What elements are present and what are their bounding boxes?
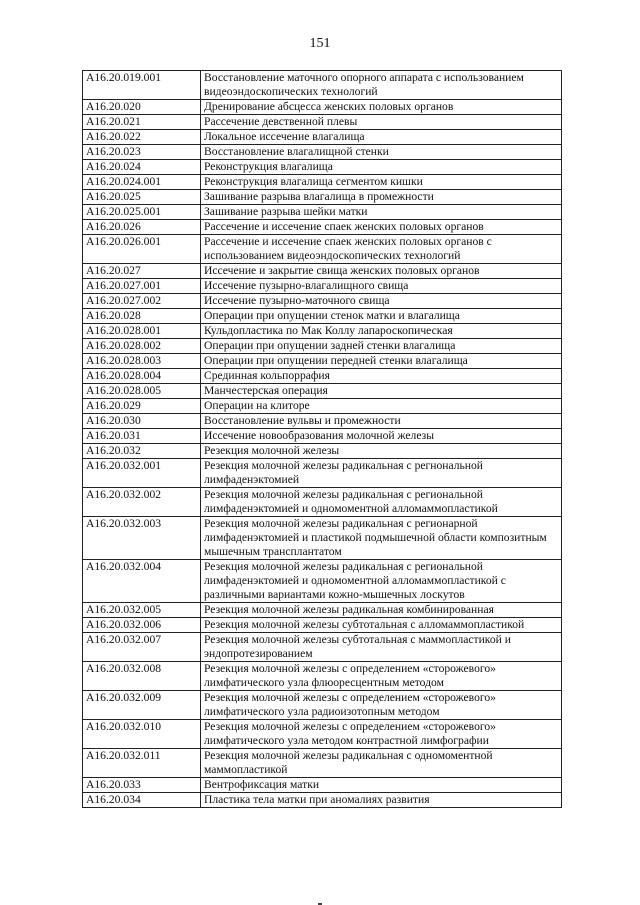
procedure-code: A16.20.027.002 (83, 294, 201, 309)
procedure-code: A16.20.024 (83, 160, 201, 175)
table-row (83, 488, 562, 517)
procedure-name: Зашивание разрыва шейки матки (201, 205, 562, 220)
procedure-code: A16.20.024.001 (83, 175, 201, 190)
table-row (83, 399, 562, 414)
table-row (83, 444, 562, 459)
table-row (83, 354, 562, 369)
table-row (83, 517, 562, 560)
table-row (83, 235, 562, 264)
procedure-code: A16.20.028.003 (83, 354, 201, 369)
table-row (83, 145, 562, 160)
procedure-name: Резекция молочной железы радикальная с региональной лимфаденэктомией и одномоментной алломаммопластикой (201, 488, 562, 517)
procedure-code: A16.20.022 (83, 130, 201, 145)
procedure-codes-body (83, 71, 562, 808)
procedure-name: Резекция молочной железы с определением «сторожевого» лимфатического узла методом контрастной лимфографии (201, 720, 562, 749)
table-row (83, 414, 562, 429)
procedure-code: A16.20.026 (83, 220, 201, 235)
table-row (83, 264, 562, 279)
procedure-name: Иссечение новообразования молочной железы (201, 429, 562, 444)
table-row (83, 309, 562, 324)
procedure-code: A16.20.032 (83, 444, 201, 459)
procedure-name: Восстановление вульвы и промежности (201, 414, 562, 429)
table-row (83, 618, 562, 633)
procedure-code: A16.20.032.006 (83, 618, 201, 633)
procedure-name: Резекция молочной железы субтотальная с алломаммопластикой (201, 618, 562, 633)
procedure-name: Резекция молочной железы субтотальная с маммопластикой и эндопротезированием (201, 633, 562, 662)
procedure-name: Иссечение пузырно-влагалищного свища (201, 279, 562, 294)
procedure-name: Манчестерская операция (201, 384, 562, 399)
procedure-code: A16.20.028.004 (83, 369, 201, 384)
procedure-name: Восстановление влагалищной стенки (201, 145, 562, 160)
table-row (83, 130, 562, 145)
table-row (83, 175, 562, 190)
procedure-code: A16.20.028.005 (83, 384, 201, 399)
procedure-name: Резекция молочной железы радикальная с одномоментной маммопластикой (201, 749, 562, 778)
procedure-code: A16.20.034 (83, 793, 201, 808)
procedure-name: Рассечение и иссечение спаек женских половых органов (201, 220, 562, 235)
procedure-code: A16.20.028.001 (83, 324, 201, 339)
procedure-code: A16.20.033 (83, 778, 201, 793)
procedure-name: Резекция молочной железы радикальная с регионарной лимфаденэктомией и пластикой подмышечной области композитным мышечным трансплантатом (201, 517, 562, 560)
table-row (83, 691, 562, 720)
procedure-name: Локальное иссечение влагалища (201, 130, 562, 145)
procedure-name: Резекция молочной железы радикальная с регнональной лимфаденэктомией (201, 459, 562, 488)
procedure-name: Резекция молочной железы радикальная с региональной лимфаденэктомией и одномоментной алломаммопластикой с различными вариантами кожно-мышечных лоскутов (201, 560, 562, 603)
table-row (83, 459, 562, 488)
procedure-code: A16.20.028.002 (83, 339, 201, 354)
procedure-code: A16.20.032.011 (83, 749, 201, 778)
procedure-name: Резекция молочной железы с определением «сторожевого» лимфатического узла радиоизотопным методом (201, 691, 562, 720)
procedure-name: Реконструкция влагалища сегментом кишки (201, 175, 562, 190)
procedure-name: Иссечение и закрытие свища женских половых органов (201, 264, 562, 279)
procedure-code: A16.20.025 (83, 190, 201, 205)
table-row (83, 384, 562, 399)
procedure-name: Дренирование абсцесса женских половых органов (201, 100, 562, 115)
procedure-code: A16.20.032.001 (83, 459, 201, 488)
procedure-name: Рассечение девственной плевы (201, 115, 562, 130)
page-number: 151 (309, 36, 331, 51)
procedure-code: A16.20.032.007 (83, 633, 201, 662)
procedure-name: Операции при опущении передней стенки влагалища (201, 354, 562, 369)
procedure-code: A16.20.032.010 (83, 720, 201, 749)
table-row (83, 369, 562, 384)
procedure-name: Вентрофиксация матки (201, 778, 562, 793)
procedure-name: Операции на клиторе (201, 399, 562, 414)
table-row (83, 71, 562, 100)
procedure-code: A16.20.032.003 (83, 517, 201, 560)
procedure-codes-table (82, 70, 562, 808)
table-row (83, 633, 562, 662)
table-row (83, 603, 562, 618)
procedure-code: A16.20.019.001 (83, 71, 201, 100)
procedure-code: A16.20.023 (83, 145, 201, 160)
procedure-name: Резекция молочной железы с определением «сторожевого» лимфатического узла флюоресцентным методом (201, 662, 562, 691)
procedure-name: Резекция молочной железы (201, 444, 562, 459)
procedure-code: A16.20.027.001 (83, 279, 201, 294)
procedure-name: Операции при опущении стенок матки и влагалища (201, 309, 562, 324)
table-row (83, 205, 562, 220)
table-row (83, 560, 562, 603)
table-row (83, 720, 562, 749)
procedure-code: A16.20.032.002 (83, 488, 201, 517)
procedure-name: Операции при опущении задней стенки влагалища (201, 339, 562, 354)
procedure-name: Пластика тела матки при аномалиях развития (201, 793, 562, 808)
table-row (83, 279, 562, 294)
table-row (83, 793, 562, 808)
procedure-code: A16.20.032.004 (83, 560, 201, 603)
procedure-code: A16.20.028 (83, 309, 201, 324)
table-row (83, 324, 562, 339)
table-row (83, 339, 562, 354)
procedure-code: A16.20.029 (83, 399, 201, 414)
table-row (83, 160, 562, 175)
table-row (83, 100, 562, 115)
procedure-name: Реконструкция влагалища (201, 160, 562, 175)
procedure-code: A16.20.032.008 (83, 662, 201, 691)
procedure-code: A16.20.020 (83, 100, 201, 115)
procedure-code: A16.20.025.001 (83, 205, 201, 220)
procedure-code: A16.20.027 (83, 264, 201, 279)
procedure-code: A16.20.032.005 (83, 603, 201, 618)
table-row (83, 662, 562, 691)
table-row (83, 220, 562, 235)
table-row (83, 778, 562, 793)
table-row (83, 749, 562, 778)
table-row (83, 429, 562, 444)
procedure-name: Зашивание разрыва влагалища в промежности (201, 190, 562, 205)
procedure-name: Срединная кольпоррафия (201, 369, 562, 384)
procedure-name: Кульдопластика по Мак Коллу лапароскопическая (201, 324, 562, 339)
table-row (83, 190, 562, 205)
procedure-name: Восстановление маточного опорного аппарата с использованием видеоэндоскопических технологий (201, 71, 562, 100)
procedure-name: Резекция молочной железы радикальная комбинированная (201, 603, 562, 618)
procedure-code: A16.20.030 (83, 414, 201, 429)
procedure-code: A16.20.032.009 (83, 691, 201, 720)
table-row (83, 115, 562, 130)
procedure-name: Рассечение и иссечение спаек женских половых органов с использованием видеоэндоскопических технологий (201, 235, 562, 264)
table-row (83, 294, 562, 309)
procedure-code: A16.20.021 (83, 115, 201, 130)
procedure-code: A16.20.031 (83, 429, 201, 444)
procedure-name: Иссечение пузырно-маточного свища (201, 294, 562, 309)
procedure-code: A16.20.026.001 (83, 235, 201, 264)
